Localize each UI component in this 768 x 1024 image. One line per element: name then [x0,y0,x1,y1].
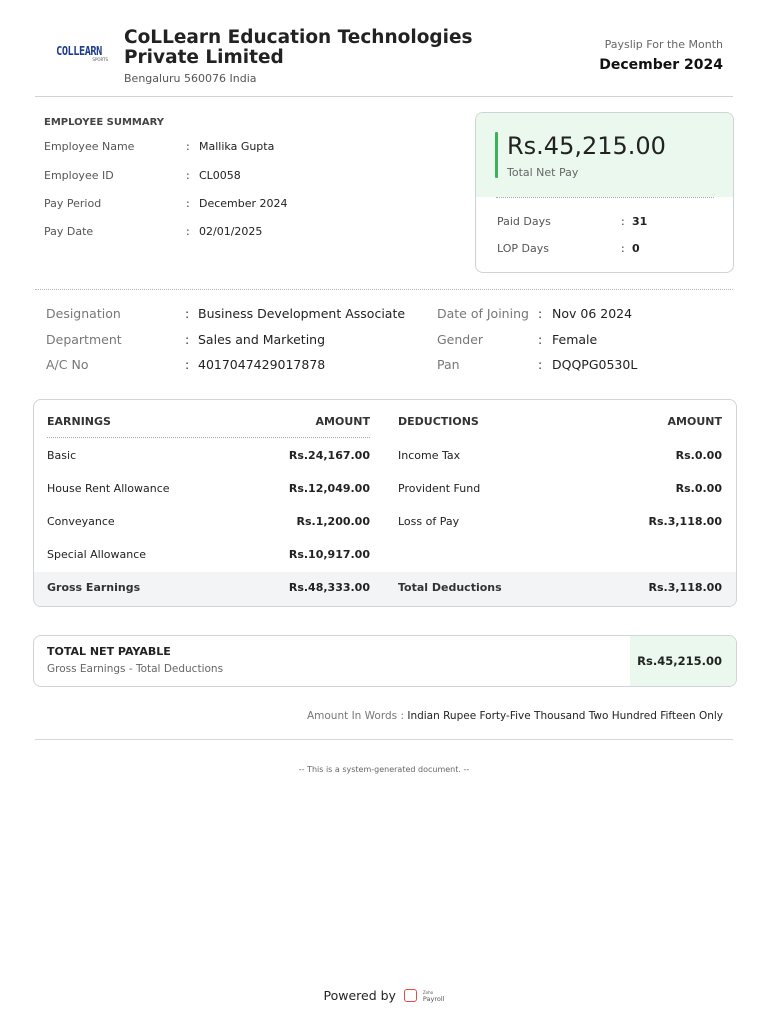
earnings-deductions-table [33,399,737,607]
powered-by [0,988,768,1003]
detail-value: Female [552,332,598,347]
summary-row-employee-id [44,169,444,185]
company-logo [50,44,108,62]
deduction-name: Provident Fund [398,482,481,495]
header-divider [35,96,733,97]
gross-earnings-label: Gross Earnings [47,581,141,594]
net-pay-label: Total Net Pay [507,166,579,179]
summary-value: December 2024 [199,197,288,210]
summary-value: CL0058 [199,169,241,182]
summary-value: 02/01/2025 [199,225,263,238]
deduction-amount: Rs.3,118.00 [648,515,722,528]
colon: : [538,332,543,347]
deduction-amount: Rs.0.00 [675,482,722,495]
colon: : [185,306,190,321]
colon: : [186,140,190,153]
details-row [0,332,700,350]
earning-name: House Rent Allowance [47,482,170,495]
employee-summary-title: EMPLOYEE SUMMARY [44,117,165,128]
divider [47,437,370,438]
zoho-payroll-logo [423,990,445,1002]
logo-text: COLLEARN [56,44,102,58]
earning-amount: Rs.24,167.00 [288,449,370,462]
summary-row-employee-name [44,140,444,156]
deduction-name: Income Tax [398,449,461,462]
system-generated-note: -- This is a system-generated document. -- [298,765,470,774]
payslip-month-label: Payslip For the Month [604,38,723,51]
summary-value: Mallika Gupta [199,140,275,153]
earning-amount: Rs.12,049.00 [288,482,370,495]
colon: : [186,225,190,238]
earnings-header: EARNINGS [47,415,111,428]
divider [496,197,714,198]
detail-value: DQQPG0530L [552,357,638,372]
colon: : [621,215,625,228]
net-pay-card [475,112,734,273]
net-pay-accent-bar [495,132,498,178]
colon: : [185,357,190,372]
zoho-payroll-icon [404,989,417,1002]
earning-amount: Rs.10,917.00 [288,548,370,561]
detail-label: Designation [46,306,121,321]
summary-label: Pay Date [44,225,94,238]
colon: : [186,169,190,182]
colon: : [186,197,190,210]
total-deductions-label: Total Deductions [398,581,502,594]
deduction-name: Loss of Pay [398,515,460,528]
detail-label: Date of Joining [437,306,529,321]
brand-small: Zoho [422,989,434,995]
total-deductions-amount: Rs.3,118.00 [648,581,722,594]
colon: : [621,242,625,255]
deductions-amount-header: AMOUNT [667,415,722,428]
earning-amount: Rs.1,200.00 [296,515,370,528]
paid-days-value: 31 [632,215,648,228]
lop-days-value: 0 [632,242,640,255]
summary-label: Pay Period [44,197,102,210]
amount-in-words-value: Indian Rupee Forty-Five Thousand Two Hundred Fifteen Only [407,710,723,722]
paid-days-row [497,215,697,228]
total-net-payable-box [33,635,737,687]
footer-divider [35,739,733,740]
detail-label: A/C No [46,357,89,372]
colon: : [185,332,190,347]
detail-label: Gender [437,332,484,347]
earning-name: Conveyance [47,515,115,528]
detail-value: Sales and Marketing [198,332,326,347]
amount-in-words-label: Amount In Words : [306,710,404,722]
brand-name: Payroll [422,994,445,1003]
earning-name: Basic [47,449,77,462]
company-name: CoLLearn Education Technologies Private Limited [124,27,473,68]
deduction-amount: Rs.0.00 [675,449,722,462]
logo-subtext: SPORTS [92,57,108,62]
colon: : [538,357,543,372]
deductions-header: DEDUCTIONS [398,415,479,428]
detail-label: Department [46,332,122,347]
summary-label: Employee ID [44,169,114,182]
total-net-payable-amount: Rs.45,215.00 [637,654,722,668]
payslip-month: December 2024 [599,57,723,73]
detail-value: 4017047429017878 [198,357,326,372]
detail-label: Pan [437,357,460,372]
net-pay-amount: Rs.45,215.00 [507,132,666,160]
earning-name: Special Allowance [47,548,147,561]
details-row [0,306,700,324]
lop-days-row [497,242,697,255]
summary-label: Employee Name [44,140,135,153]
earnings-amount-header: AMOUNT [315,415,370,428]
paid-days-label: Paid Days [497,215,551,228]
details-row [0,357,700,375]
total-net-payable-subtitle: Gross Earnings - Total Deductions [47,663,224,675]
detail-value: Nov 06 2024 [552,306,633,321]
lop-days-label: LOP Days [497,242,549,255]
company-address: Bengaluru 560076 India [124,72,257,85]
detail-value: Business Development Associate [198,306,406,321]
gross-earnings-amount: Rs.48,333.00 [288,581,370,594]
section-divider [35,289,733,290]
summary-row-pay-date [44,225,444,241]
total-net-payable-title: TOTAL NET PAYABLE [47,645,171,658]
amount-in-words [307,710,723,722]
powered-by-label: Powered by [323,988,396,1003]
colon: : [538,306,543,321]
summary-row-pay-period [44,197,444,213]
